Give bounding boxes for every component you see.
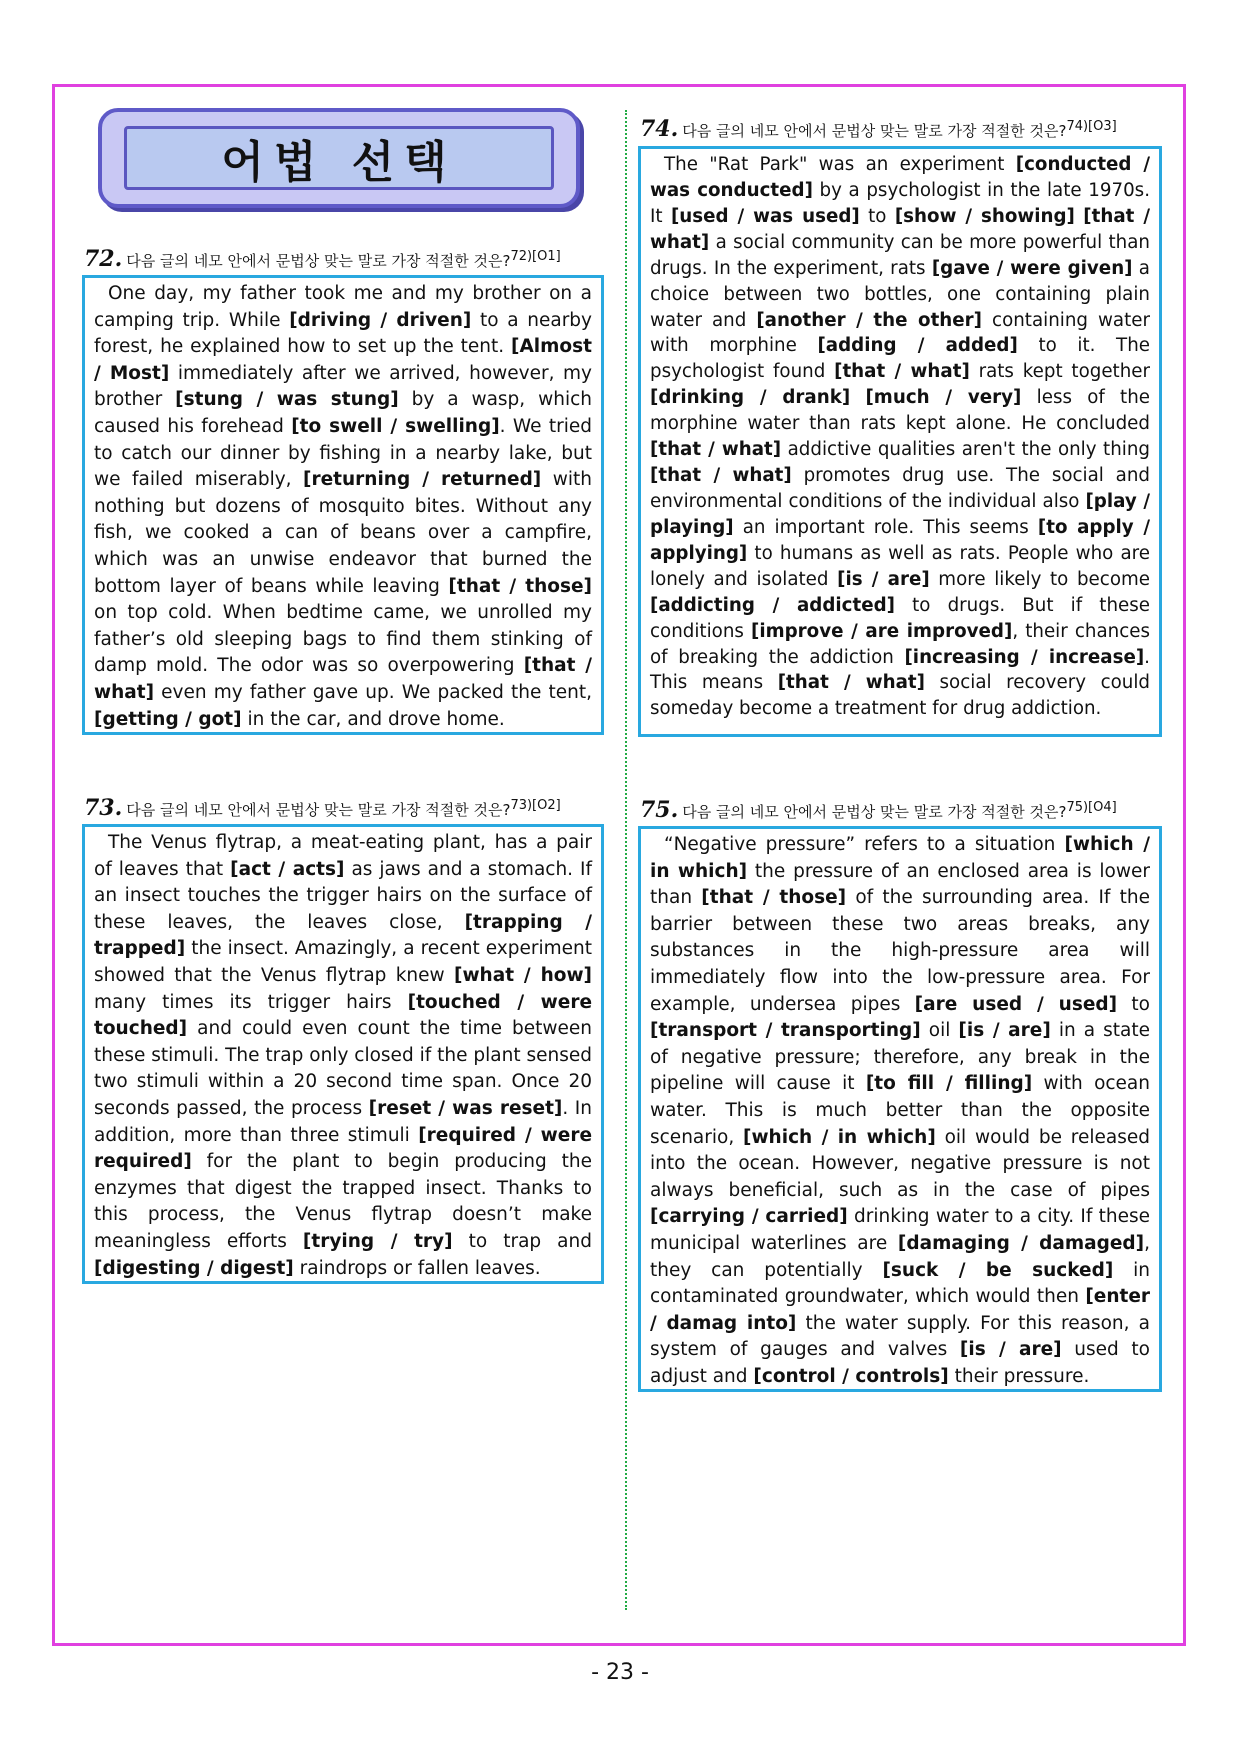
passage-text: to drugs. But if these conditions xyxy=(650,594,1150,642)
passage-text: with nothing but dozens of mosquito bites. Without any fish, we cooked a can of beans over a campfire, which was an unwise endeavor that burned the bottom layer of beans while leaving xyxy=(94,469,592,597)
passage-text: in contaminated groundwater, which would then xyxy=(650,1259,1150,1308)
passage-box-72 xyxy=(82,275,604,735)
grammar-choice: [control / controls] xyxy=(753,1365,949,1387)
grammar-choice: [conducted / was conducted] xyxy=(650,154,1150,201)
question-header-73 xyxy=(84,795,561,821)
grammar-choice: [that / what] xyxy=(777,672,925,694)
question-code: 72)[O1] xyxy=(510,249,561,264)
passage-text: social recovery could someday become a treatment for drug addiction. xyxy=(650,672,1151,720)
passage-text: containing water with morphine xyxy=(650,309,1150,357)
grammar-choice: [improve / are improved] xyxy=(750,620,1013,642)
question-prompt: 다음 글의 네모 안에서 문법상 맞는 말로 가장 적절한 것은? xyxy=(126,801,511,819)
passage-text: the pressure of an enclosed area is lower than xyxy=(650,860,1150,909)
grammar-choice: [drinking / drank] xyxy=(650,387,851,409)
passage-text: as jaws and a stomach. If an insect touches the trigger hairs on the surface of these leaves, the leaves close, xyxy=(94,858,593,933)
passage-text: for the plant to begin producing the enzymes that digest the trapped insect. Thanks to this process, the Venus flytrap doesn’t make meaningless efforts xyxy=(94,1151,592,1252)
question-number: 73. xyxy=(84,795,123,821)
grammar-choice: [that / what] xyxy=(834,361,970,383)
passage-text: to it. The psychologist found xyxy=(650,335,1150,383)
passage-text: promotes drug use. The social and environmental conditions of the individual also xyxy=(650,465,1151,512)
grammar-choice: [returning / returned] xyxy=(303,469,542,491)
passage-text: an important role. This seems xyxy=(733,516,1038,538)
grammar-choice: [addicting / addicted] xyxy=(650,594,895,616)
grammar-choice: [are used / used] xyxy=(914,993,1118,1015)
question-prompt: 다음 글의 네모 안에서 문법상 맞는 말로 가장 적절한 것은? xyxy=(682,122,1067,140)
passage-text: the insect. Amazingly, a recent experiment showed that the Venus flytrap knew xyxy=(94,938,592,986)
passage-text: raindrops or fallen leaves. xyxy=(293,1257,541,1279)
grammar-choice: [show / showing] xyxy=(894,205,1075,227)
grammar-choice: [is / are] xyxy=(959,1339,1062,1361)
grammar-choice: [driving / driven] xyxy=(289,309,472,331)
grammar-choice: [carrying / carried] xyxy=(650,1206,848,1228)
passage-text: rats kept together xyxy=(969,361,1150,383)
passage-text: to xyxy=(1117,993,1150,1015)
passage-text: oil would be released into the ocean. However, negative pressure is not always beneficial, such as in the case of pipes xyxy=(650,1126,1150,1201)
grammar-choice: [transport / transporting] xyxy=(650,1020,921,1042)
passage-text: The Venus flytrap, a meat-eating plant, has a pair of leaves that xyxy=(94,832,592,880)
passage-text: immediately after we arrived, however, my brother xyxy=(94,362,592,411)
section-title: 어법 선택 xyxy=(221,137,457,188)
grammar-choice: [getting / got] xyxy=(94,708,242,730)
grammar-choice: [stung / was stung] xyxy=(175,389,399,411)
grammar-choice: [trying / try] xyxy=(302,1230,453,1252)
question-code: 75)[O4] xyxy=(1066,800,1117,815)
passage-text: The "Rat Park" was an experiment xyxy=(664,154,1016,175)
grammar-choice: [play / playing] xyxy=(650,490,1150,538)
grammar-choice: [act / acts] xyxy=(230,858,345,880)
grammar-choice: [used / was used] xyxy=(670,205,860,227)
question-code: 73)[O2] xyxy=(510,798,561,813)
grammar-choice: [that / those] xyxy=(701,887,847,909)
passage-text: oil xyxy=(920,1020,959,1042)
grammar-choice: [to apply / applying] xyxy=(650,516,1150,564)
passage-text: , they can potentially xyxy=(650,1232,1150,1281)
grammar-choice: [that / what] xyxy=(650,465,792,487)
passage-text: of the surrounding area. If the barrier between these two areas breaks, any substances in the high-pressure area will immediately flow into the low-pressure area. For example, undersea pipes xyxy=(650,887,1151,1015)
grammar-choice: [increasing / increase] xyxy=(904,646,1145,668)
passage-text: to a nearby forest, he explained how to set up the tent. xyxy=(94,309,593,358)
passage-text: drinking water to a city. If these municipal waterlines are xyxy=(650,1206,1150,1254)
passage-text: more likely to become xyxy=(929,568,1150,590)
grammar-choice: [is / are] xyxy=(837,568,930,590)
passage-text: to trap and xyxy=(452,1230,592,1252)
question-number: 75. xyxy=(640,797,679,823)
grammar-choice: [that / those] xyxy=(448,575,592,597)
passage-box-74 xyxy=(638,146,1162,737)
passage-text: . We tried to catch our dinner by fishing in a nearby lake, but we failed miserably, xyxy=(94,415,592,491)
passage-text: used to adjust and xyxy=(650,1339,1151,1387)
question-prompt: 다음 글의 네모 안에서 문법상 맞는 말로 가장 적절한 것은? xyxy=(126,252,511,270)
passage-text: to humans as well as rats. People who are lonely and isolated xyxy=(650,542,1150,590)
passage-text: . In addition, more than three stimuli xyxy=(94,1097,592,1146)
grammar-choice: [what / how] xyxy=(454,964,592,986)
question-header-72 xyxy=(84,246,561,272)
passage-text: addictive qualities aren't the only thing xyxy=(781,439,1150,461)
grammar-choice: [required / were required] xyxy=(94,1124,592,1173)
passage-box-73 xyxy=(82,824,604,1284)
passage-text: “Negative pressure” refers to a situation xyxy=(664,834,1065,855)
grammar-choice: [is / are] xyxy=(958,1020,1051,1042)
grammar-choice: [adding / added] xyxy=(817,335,1018,357)
section-title-inner xyxy=(124,126,554,190)
passage-text: a choice between two bottles, one containing plain water and xyxy=(650,257,1150,331)
question-prompt: 다음 글의 네모 안에서 문법상 맞는 말로 가장 적절한 것은? xyxy=(682,803,1067,821)
passage-text: One day, my father took me and my brother on a camping trip. While xyxy=(94,283,592,331)
grammar-choice: [which / in which] xyxy=(650,834,1150,882)
column-divider xyxy=(625,110,627,1610)
passage-text: on top cold. When bedtime came, we unrolled my father’s old sleeping bags to find them stinking of damp mold. The odor was so overpowering xyxy=(94,602,592,677)
grammar-choice: [which / in which] xyxy=(743,1126,936,1148)
passage-text: the water supply. For this reason, a system of gauges and valves xyxy=(650,1312,1150,1361)
grammar-choice: [suck / be sucked] xyxy=(882,1259,1114,1281)
grammar-choice: [Almost / Most] xyxy=(94,336,592,384)
passage-text: in a state of negative pressure; therefore, any break in the pipeline will cause it xyxy=(650,1020,1150,1095)
grammar-choice: [that / what] xyxy=(650,205,1150,253)
passage-text: less of the morphine water than rats kept alone. He concluded xyxy=(650,387,1150,435)
grammar-choice: [to fill / filling] xyxy=(865,1073,1033,1095)
passage-text: even my father gave up. We packed the tent, xyxy=(154,681,592,703)
question-number: 74. xyxy=(640,116,679,142)
grammar-choice: [to swell / swelling] xyxy=(291,415,500,437)
passage-text: their pressure. xyxy=(948,1365,1090,1387)
question-header-75 xyxy=(640,797,1117,823)
grammar-choice: [enter / damag into] xyxy=(650,1286,1150,1334)
grammar-choice: [another / the other] xyxy=(756,309,983,331)
passage-text: and could even count the time between these stimuli. The trap only closed if the plant sensed two stimuli within a 20 second time span. Once 20 seconds passed, the process xyxy=(94,1018,592,1119)
grammar-choice: [damaging / damaged] xyxy=(897,1232,1145,1254)
page-number: - 23 - xyxy=(591,1660,649,1685)
question-header-74 xyxy=(640,116,1117,142)
passage-text: many times its trigger hairs xyxy=(94,991,408,1013)
section-title-banner xyxy=(98,108,580,208)
passage-box-75 xyxy=(638,826,1162,1392)
question-code: 74)[O3] xyxy=(1066,119,1117,134)
grammar-choice: [reset / was reset] xyxy=(368,1097,563,1119)
passage-text: . This means xyxy=(650,646,1150,694)
grammar-choice: [digesting / digest] xyxy=(94,1257,294,1279)
passage-text: by a wasp, which caused his forehead xyxy=(94,389,592,437)
passage-text: , their chances of breaking the addiction xyxy=(650,620,1150,668)
passage-text xyxy=(850,387,865,408)
grammar-choice: [that / what] xyxy=(94,655,592,703)
question-number: 72. xyxy=(84,246,123,272)
grammar-choice: [that / what] xyxy=(650,439,782,461)
passage-text: a social community can be more powerful than drugs. In the experiment, rats xyxy=(650,231,1150,279)
passage-text: with ocean water. This is much better than the opposite scenario, xyxy=(650,1073,1150,1148)
passage-text: to xyxy=(859,205,895,227)
grammar-choice: [much / very] xyxy=(865,387,1022,409)
grammar-choice: [gave / were given] xyxy=(931,257,1133,279)
grammar-choice: [trapping / trapped] xyxy=(94,911,592,960)
passage-text: in the car, and drove home. xyxy=(241,708,505,730)
grammar-choice: [touched / were touched] xyxy=(94,991,592,1040)
passage-text: by a psychologist in the late 1970s. It xyxy=(650,179,1150,227)
